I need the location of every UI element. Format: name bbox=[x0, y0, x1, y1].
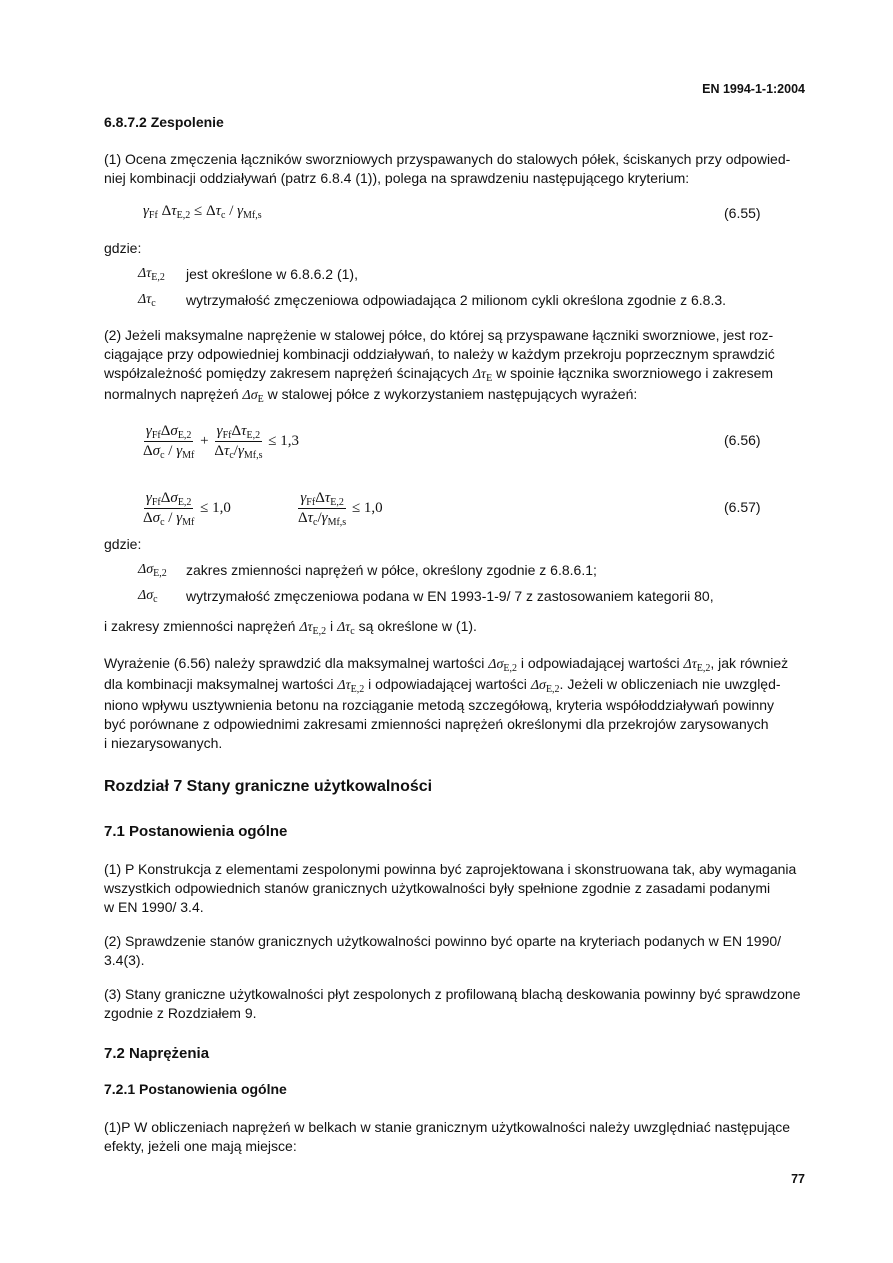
eq-6-57-a-rhs: ≤ 1,0 bbox=[200, 500, 231, 516]
s71-p1-line-2: wszystkich odpowiednich stanów granicznych użytkowalności były spełnione zgodnie z zasadami podanymi bbox=[104, 880, 771, 896]
p4-line-1: Wyrażenie (6.56) należy sprawdzić dla maksymalnej wartości $\Delta\sigma_{E,2}$ i odpowiadającej wartości $\Delta\tau_{E,2}$, jak również bbox=[104, 655, 789, 674]
p1-line-2: niej kombinacji oddziaływań (patrz 6.8.4 (1)), polega na sprawdzeniu następującego kryterium: bbox=[104, 170, 690, 186]
eq-6-57-b-rhs: ≤ 1,0 bbox=[351, 500, 383, 516]
section-7-2-heading: 7.2 Naprężenia bbox=[104, 1045, 210, 1062]
eq-6-56-rhs: ≤ 1,3 bbox=[268, 433, 299, 449]
standard-code: EN 1994-1-1:2004 bbox=[702, 82, 805, 96]
section-7-2-1-heading: 7.2.1 Postanowienia ogólne bbox=[104, 1081, 287, 1097]
section-7-1-paragraph-3 bbox=[104, 985, 806, 1023]
s71-p2-line-1: (2) Sprawdzenie stanów granicznych użytkowalności powinno być oparte na kryteriach podanych w EN 1990/ bbox=[104, 933, 782, 949]
s71-p1-line-3: w EN 1990/ 3.4. bbox=[104, 899, 204, 915]
equation-number-6-56: (6.56) bbox=[724, 432, 761, 448]
section-7-1-heading: 7.1 Postanowienia ogólne bbox=[104, 823, 288, 840]
def-text-4: wytrzymałość zmęczeniowa podana w EN 1993-1-9/ 7 z zastosowaniem kategorii 80, bbox=[186, 588, 714, 604]
section-7-2-1-paragraph-1 bbox=[104, 1118, 806, 1156]
p2-line-4: normalnych naprężeń $\Delta\sigma_E$ w stalowej półce z wykorzystaniem następujących wyrażeń: bbox=[104, 386, 638, 405]
paragraph-3: i zakresy zmienności naprężeń $\Delta\tau_{E,2}$ i $\Delta\tau_c$ są określone w (1). bbox=[104, 618, 477, 637]
p2-line-1: (2) Jeżeli maksymalne naprężenie w stalowej półce, do której są przyspawane łączniki sworzniowe, jest roz- bbox=[104, 327, 774, 343]
page-number: 77 bbox=[791, 1172, 805, 1186]
chapter-7-heading: Rozdział 7 Stany graniczne użytkowalności bbox=[104, 778, 433, 795]
s71-p3-line-2: zgodnie z Rozdziałem 9. bbox=[104, 1005, 257, 1021]
def-text-1: jest określone w 6.8.6.2 (1), bbox=[186, 266, 358, 282]
def-text-2: wytrzymałość zmęczeniowa odpowiadająca 2 milionom cykli określona zgodnie z 6.8.3. bbox=[186, 292, 727, 308]
s721-p1-line-2: efekty, jeżeli one mają miejsce: bbox=[104, 1138, 297, 1154]
def-symbol-delta-sigma-e2: $\Delta\sigma_{E,2}$ bbox=[138, 562, 167, 579]
gdzie-label-1: gdzie: bbox=[104, 240, 142, 256]
equation-6-57-a: $\frac{\gamma_{Ff}\Delta\sigma_{E,2}}{\Delta\sigma_c / \gamma_{Mf}}$ ≤ 1,0 bbox=[143, 490, 231, 528]
s721-p1-line-1: (1)P W obliczeniach naprężeń w belkach w stanie granicznym użytkowalności należy uwzględniać następujące bbox=[104, 1119, 791, 1135]
s71-p3-line-1: (3) Stany graniczne użytkowalności płyt zespolonych z profilowaną blachą deskowania powinny być sprawdzone bbox=[104, 986, 801, 1002]
paragraph-1 bbox=[104, 150, 806, 188]
p4-line-2: dla kombinacji maksymalnej wartości $\Delta\tau_{E,2}$ i odpowiadającej wartości $\Delta\sigma_{E,2}$. Jeżeli w obliczeniach nie uwzględ- bbox=[104, 676, 781, 695]
def-symbol-delta-tau-e2: $\Delta\tau_{E,2}$ bbox=[138, 266, 165, 283]
paragraph-4 bbox=[104, 654, 806, 753]
paragraph-2 bbox=[104, 326, 806, 406]
section-7-1-paragraph-2 bbox=[104, 932, 806, 970]
s71-p1-line-1: (1) P Konstrukcja z elementami zespolonymi powinna być zaprojektowana i skonstruowana tak, aby wymagania bbox=[104, 861, 797, 877]
p4-line-5: i niezarysowanych. bbox=[104, 735, 223, 751]
def-symbol-delta-tau-c: $\Delta\tau_c$ bbox=[138, 292, 156, 309]
section-7-1-paragraph-1 bbox=[104, 860, 806, 917]
gdzie-label-2: gdzie: bbox=[104, 536, 142, 552]
p4-line-3: niono wpływu usztywnienia betonu na rozciąganie metodą szczegółową, kryteria współoddziaływań powinny bbox=[104, 697, 775, 713]
p2-line-3: współzależność pomiędzy zakresem naprężeń ścinających $\Delta\tau_E$ w spoinie łącznika sworzniowego i zakresem bbox=[104, 365, 774, 384]
def-symbol-delta-sigma-c: $\Delta\sigma_c$ bbox=[138, 588, 158, 605]
def-text-3: zakres zmienności naprężeń w półce, określony zgodnie z 6.8.6.1; bbox=[186, 562, 597, 578]
s71-p2-line-2: 3.4(3). bbox=[104, 952, 145, 968]
section-heading-6872: 6.8.7.2 Zespolenie bbox=[104, 114, 224, 130]
equation-6-55: $\gamma_{Ff}$ $\Delta\tau_{E,2} \le \Delta\tau_c / \gamma_{Mf,s}$ bbox=[143, 203, 262, 221]
equation-6-57-b: $\frac{\gamma_{Ff}\Delta\tau_{E,2}}{\Delta\tau_c/\gamma_{Mf,s}}$ ≤ 1,0 bbox=[298, 490, 383, 528]
p1-line-1: (1) Ocena zmęczenia łączników sworzniowych przyspawanych do stalowych półek, ściskanych przy odpowied- bbox=[104, 151, 791, 167]
p4-line-4: być porównane z odpowiednimi zakresami zmienności naprężeń określonymi dla przekrojów zarysowanych bbox=[104, 716, 769, 732]
equation-6-56: $\frac{\gamma_{Ff}\Delta\sigma_{E,2}}{\Delta\sigma_c / \gamma_{Mf}}$ + $\frac{\gamma_{Ff}\Delta\tau_{E,2}}{\Delta\tau_c/\gamma_{Mf,s}}$ ≤ 1,3 bbox=[143, 423, 299, 461]
equation-number-6-57: (6.57) bbox=[724, 499, 761, 515]
equation-number-6-55: (6.55) bbox=[724, 205, 761, 221]
p2-line-2: ciągające przy odpowiedniej kombinacji oddziaływań, to należy w każdym przekroju poprzecznym sprawdzić bbox=[104, 346, 775, 362]
